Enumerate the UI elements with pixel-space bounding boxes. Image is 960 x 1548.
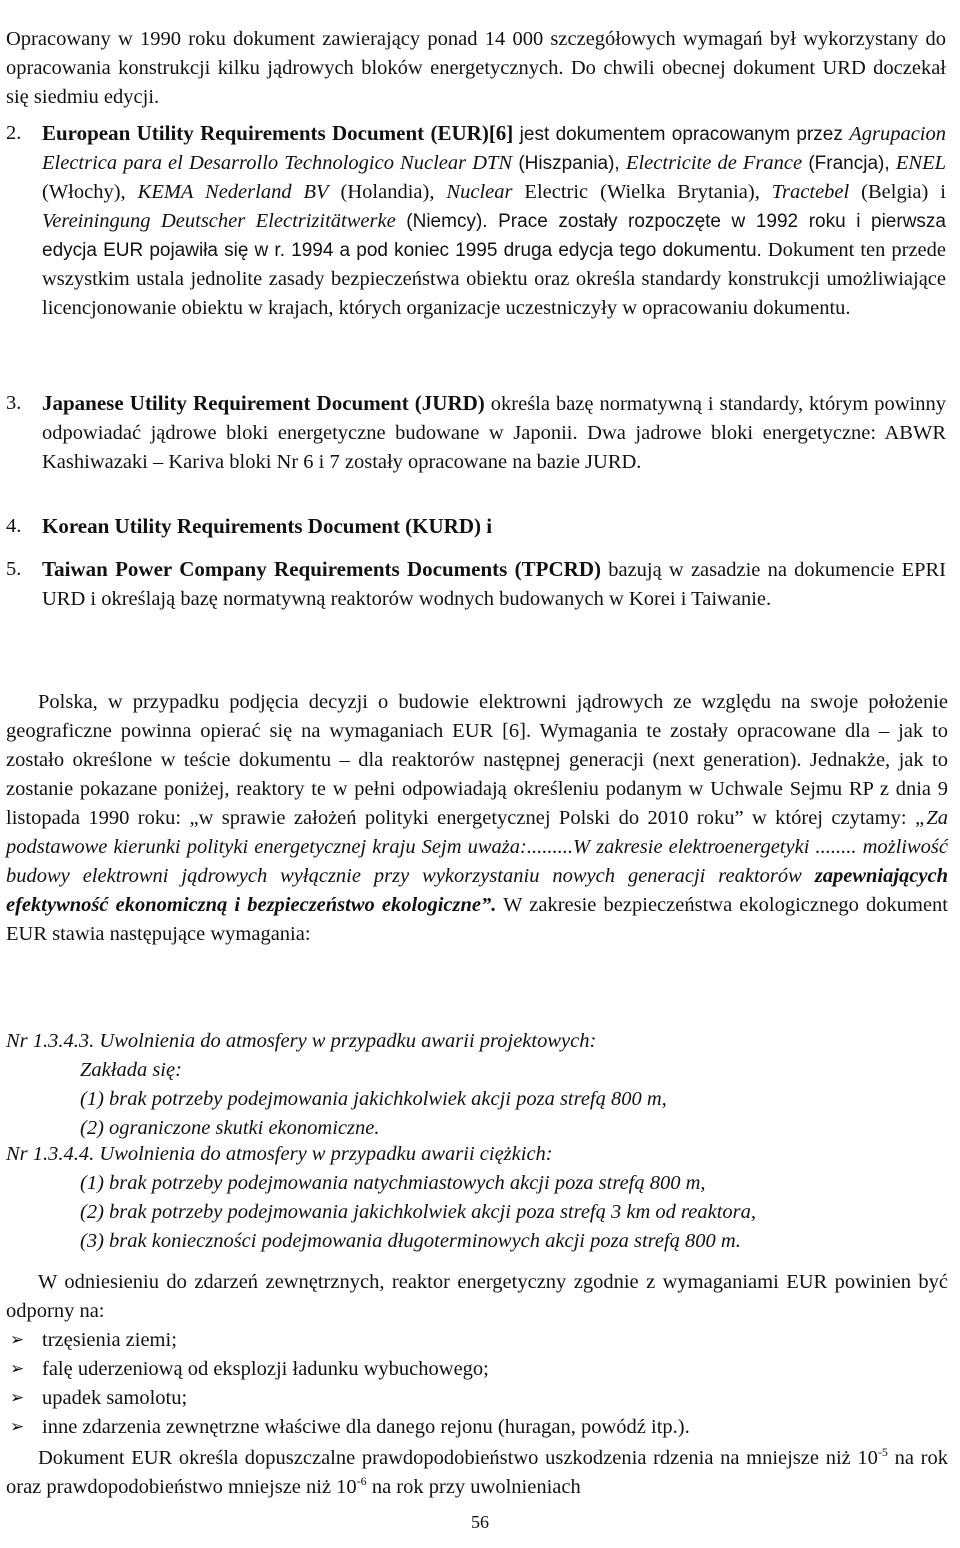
list-item-kurd: [6, 512, 946, 542]
item-title: Japanese Utility Requirement Document (JURD): [42, 391, 485, 415]
exponent: -5: [877, 1445, 888, 1459]
item-body: Japanese Utility Requirement Document (JURD) określa bazę normatywną i standardy, którym powinny odpowiadać jądrowe bloki energetyczne budowane w Japonii. Dwa jadrowe bloki energetyczne: ABWR Kashiwazaki – Kariva bloki Nr 6 i 7 zostały opracowane na bazie JURD.: [42, 391, 946, 473]
arrow-bullet-icon: ➢: [10, 1359, 25, 1379]
item-number: 4.: [6, 515, 22, 537]
list-item: ➢ inne zdarzenia zewnętrzne właściwe dla danego rejonu (huragan, powódź itp.).: [6, 1413, 906, 1442]
item-title: Taiwan Power Company Requirements Documents (TPCRD): [42, 557, 601, 581]
requirement-line: (1) brak potrzeby podejmowania jakichkolwiek akcji poza strefą 800 m,: [80, 1088, 667, 1110]
item-number: 2.: [6, 122, 22, 144]
polska-paragraph: Polska, w przypadku podjęcia decyzji o budowie elektrowni jądrowych ze względu na swoje położenie geograficzne powinna opierać się na wymaganiach EUR [6]. Wymagania te zostały opracowane dla – jak to zostało określone w teście dokumentu – dla reaktorów następnej generacji (next generation). Jednakże, jak to zostanie pokazane poniżej, reaktory te w pełni odpowiadają określeniu podanym w Uchwale Sejmu RP z dnia 9 listopada 1990 roku: „w sprawie założeń polityki energetycznej Polski do 2010 roku” w której czytamy: „Za podstawowe kierunki polityki energetycznej kraju Sejm uważa:.........W zakresie elektroenergetyki ........ możliwość budowy elektrowni jądrowych wyłącznie przy wykorzystaniu nowych generacji reaktorów zapewniających efektywność ekonomiczną i bezpieczeństwo ekologiczne”. W zakresie bezpieczeństwa ekologicznego dokument EUR stawia następujące wymagania:: [6, 691, 948, 945]
arrow-bullet-icon: ➢: [10, 1417, 25, 1437]
requirement-line: (3) brak konieczności podejmowania długoterminowych akcji poza strefą 800 m.: [80, 1230, 741, 1252]
core-damage-paragraph: Dokument EUR określa dopuszczalne prawdopodobieństwo uszkodzenia rdzenia na mniejsze niż $10^{-5}$ na rok oraz prawdopodobieństwo mniejsze niż $10^{-6}$ na rok przy uwolnieniach: [6, 1445, 948, 1498]
item-body: [42, 512, 946, 542]
uchwala-quote-bold: zapewniających efektywność ekonomiczną i bezpieczeństwo ekologiczne”.: [6, 865, 948, 916]
list-item: ➢ falę uderzeniową od eksplozji ładunku wybuchowego;: [6, 1355, 906, 1384]
requirement-heading: Nr 1.3.4.4. Uwolnienia do atmosfery w przypadku awarii ciężkich:: [6, 1143, 553, 1165]
arrow-bullet-icon: ➢: [10, 1388, 25, 1408]
requirement-1-3-4-3: [6, 1027, 946, 1143]
arrow-bullet-icon: ➢: [10, 1330, 25, 1350]
requirement-line: (2) ograniczone skutki ekonomiczne.: [80, 1117, 380, 1139]
list-item-jurd: [6, 389, 946, 477]
requirement-line: (2) brak potrzeby podejmowania jakichkolwiek akcji poza strefą 3 km od reaktora,: [80, 1201, 756, 1223]
exponent: -6: [356, 1474, 367, 1488]
page-number: 56: [471, 1512, 489, 1532]
intro-line: wykorzystany do opracowania konstrukcji kilku jądrowych bloków energetycznych. Do: [6, 28, 946, 79]
item-body: Taiwan Power Company Requirements Documents (TPCRD) bazują w zasadzie na dokumencie EPRI URD i określają bazę normatywną reaktorów wodnych budowanych w Korei i Taiwanie.: [42, 557, 946, 610]
external-events-paragraph: W odniesieniu do zdarzeń zewnętrznych, reaktor energetyczny zgodnie z wymaganiami EUR powinien być odporny na:: [6, 1271, 948, 1322]
intro-line: Opracowany w 1990 roku dokument zawierający ponad 14 000 szczegółowych wymagań był: [6, 28, 797, 50]
item-number: 5.: [6, 558, 22, 580]
external-events-list: [6, 1326, 906, 1442]
list-item-eur: [6, 119, 946, 323]
intro-line: chwili obecnej dokument URD doczekał się siedmiu edycji.: [6, 57, 946, 108]
requirement-line: Zakłada się:: [80, 1059, 182, 1081]
list-item: ➢ upadek samolotu;: [6, 1384, 906, 1413]
list-item: ➢ trzęsienia ziemi;: [6, 1326, 906, 1355]
item-body: European Utility Requirements Document (EUR)[6] jest dokumentem opracowanym przez Agrupacion Electrica para el Desarrollo Technologico Nuclear DTN (Hiszpania), Electricite de France (Francja), ENEL (Włochy), KEMA Nederland BV (Holandia), Nuclear Electric (Wielka Brytania), Tractebel (Belgia) i Vereiningung Deutscher Electrizitätwerke (Niemcy). Prace zostały rozpoczęte w 1992 roku i pierwsza edycja EUR pojawiła się w r. 1994 a pod koniec 1995 druga edycja tego dokumentu. Dokument ten przede wszystkim ustala jednolite zasady bezpieczeństwa obiektu oraz określa standardy konstrukcji umożliwiające licencjonowanie obiektu w krajach, których organizacje uczestniczyły w opracowaniu dokumentu.: [42, 121, 947, 319]
requirement-heading: Nr 1.3.4.3. Uwolnienia do atmosfery w przypadku awarii projektowych:: [6, 1030, 597, 1052]
list-item-tpcrd: [6, 555, 946, 614]
item-title: Korean Utility Requirements Document (KURD) i: [42, 514, 493, 538]
item-number: 3.: [6, 392, 22, 414]
uchwala-quote: „Za podstawowe kierunki polityki energetycznej kraju Sejm uważa:.........W zakresie elektroenergetyki ........ możliwość budowy elektrowni jądrowych wyłącznie przy wykorzystaniu nowych generacji reaktorów: [6, 807, 948, 887]
intro-paragraph: [6, 25, 946, 112]
item-title: European Utility Requirements Document (EUR)[6]: [42, 121, 514, 145]
requirement-1-3-4-4: [6, 1140, 946, 1256]
requirement-line: (1) brak potrzeby podejmowania natychmiastowych akcji poza strefą 800 m,: [80, 1172, 706, 1194]
